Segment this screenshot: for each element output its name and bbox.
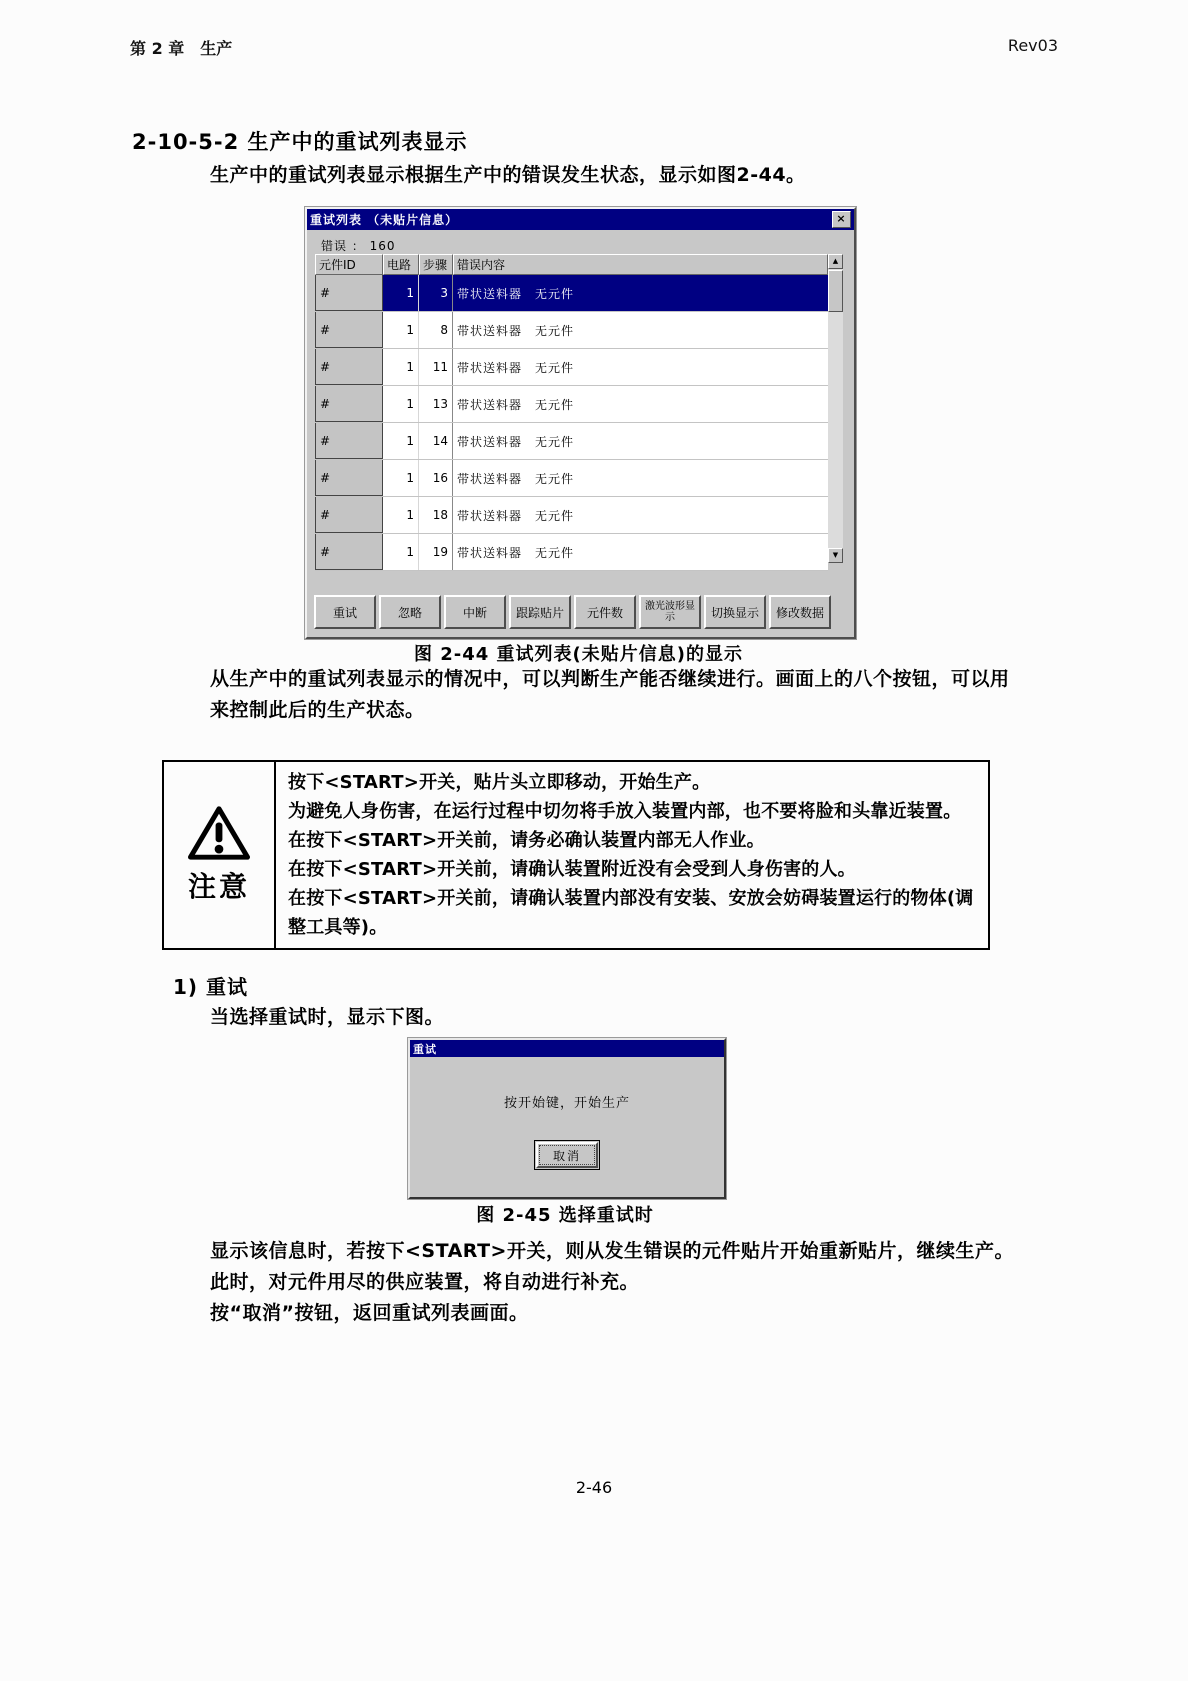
cancel-button[interactable]: 取消: [536, 1142, 598, 1168]
closing-paragraph: [210, 1236, 1028, 1329]
column-header-error: 错误内容: [453, 254, 828, 275]
scrollbar-thumb[interactable]: [828, 270, 843, 312]
table-row[interactable]: # 1 3 带状送料器 无元件: [315, 275, 828, 312]
caution-line: 在按下<START>开关前，请务必确认装置内部无人作业。: [288, 830, 765, 851]
retry-button[interactable]: 重试: [314, 595, 376, 629]
retry-confirm-dialog-title: 重试: [413, 1042, 437, 1056]
table-row[interactable]: # 1 8 带状送料器 无元件: [315, 312, 828, 349]
scroll-up-icon[interactable]: ▲: [828, 254, 843, 269]
scroll-down-icon[interactable]: ▼: [828, 548, 843, 563]
retry-confirm-dialog-titlebar: [410, 1040, 724, 1057]
retry-list-dialog-title: 重试列表 （未贴片信息）: [310, 213, 459, 227]
figure-45-caption: 图 2-45 选择重试时: [476, 1205, 654, 1226]
page-number: 2-46: [575, 1478, 613, 1497]
table-row[interactable]: # 1 16 带状送料器 无元件: [315, 460, 828, 497]
closing-paragraph-line: 按“取消”按钮，返回重试列表画面。: [210, 1302, 529, 1324]
retry-list-dialog-titlebar: [307, 209, 854, 230]
table-row[interactable]: # 1 18 带状送料器 无元件: [315, 497, 828, 534]
close-icon[interactable]: ×: [832, 211, 851, 228]
switch-display-button[interactable]: 切换显示: [704, 595, 766, 629]
column-header-circuit: 电路: [383, 254, 419, 275]
warning-triangle-icon: [188, 805, 250, 861]
caution-line: 为避免人身伤害，在运行过程中切勿将手放入装置内部，也不要将脸和头靠近装置。: [288, 801, 962, 822]
section-intro: 生产中的重试列表显示根据生产中的错误发生状态，显示如图2-44。: [210, 164, 806, 186]
retry-list-dialog: [305, 207, 856, 639]
column-header-part-id: 元件ID: [315, 254, 383, 275]
retry-subsection-heading: 1) 重试: [173, 975, 249, 999]
caution-icon-cell: [164, 762, 276, 948]
caution-line: 按下<START>开关，贴片头立即移动，开始生产。: [288, 772, 711, 793]
interrupt-button[interactable]: 中断: [444, 595, 506, 629]
laser-waveform-display-button[interactable]: 激光波形显示: [639, 595, 701, 629]
part-count-button[interactable]: 元件数: [574, 595, 636, 629]
revision-label: Rev03: [1007, 36, 1058, 55]
caution-line: 在按下<START>开关前，请确认装置内部没有安装、安放会妨碍装置运行的物体(调整工具等)。: [288, 888, 974, 938]
table-header-row: [315, 254, 828, 275]
table-row[interactable]: # 1 13 带状送料器 无元件: [315, 386, 828, 423]
chapter-header: 第 2 章 生产: [130, 39, 233, 58]
retry-confirm-message: 按开始键，开始生产: [503, 1096, 630, 1111]
caution-line: 在按下<START>开关前，请确认装置附近没有会受到人身伤害的人。: [288, 859, 856, 880]
retry-error-table: [315, 254, 828, 571]
error-count-label: 错误 ： 160: [321, 239, 396, 253]
trace-placement-button[interactable]: 跟踪贴片: [509, 595, 571, 629]
paragraph-after-figure-44: 从生产中的重试列表显示的情况中，可以判断生产能否继续进行。画面上的八个按钮，可以用来控制此后的生产状态。: [210, 668, 1010, 721]
section-title: 2-10-5-2 生产中的重试列表显示: [132, 130, 468, 154]
caution-box: [162, 760, 990, 950]
column-header-step: 步骤: [419, 254, 453, 275]
table-row[interactable]: # 1 19 带状送料器 无元件: [315, 534, 828, 571]
table-row[interactable]: # 1 14 带状送料器 无元件: [315, 423, 828, 460]
retry-confirm-dialog: [408, 1038, 726, 1199]
scrollbar[interactable]: [828, 254, 843, 563]
modify-data-button[interactable]: 修改数据: [769, 595, 831, 629]
retry-subsection-intro: 当选择重试时，显示下图。: [210, 1006, 445, 1028]
closing-paragraph-line: 显示该信息时，若按下<START>开关，则从发生错误的元件贴片开始重新贴片，继续生产。此时，对元件用尽的供应装置，将自动进行补充。: [210, 1240, 1014, 1293]
figure-44-caption: 图 2-44 重试列表(未贴片信息)的显示: [413, 644, 744, 665]
ignore-button[interactable]: 忽略: [379, 595, 441, 629]
table-row[interactable]: # 1 11 带状送料器 无元件: [315, 349, 828, 386]
cancel-button-frame: [534, 1140, 600, 1170]
caution-text: [276, 762, 988, 948]
dialog-button-bar: [314, 595, 831, 629]
caution-label: 注意: [187, 870, 250, 903]
